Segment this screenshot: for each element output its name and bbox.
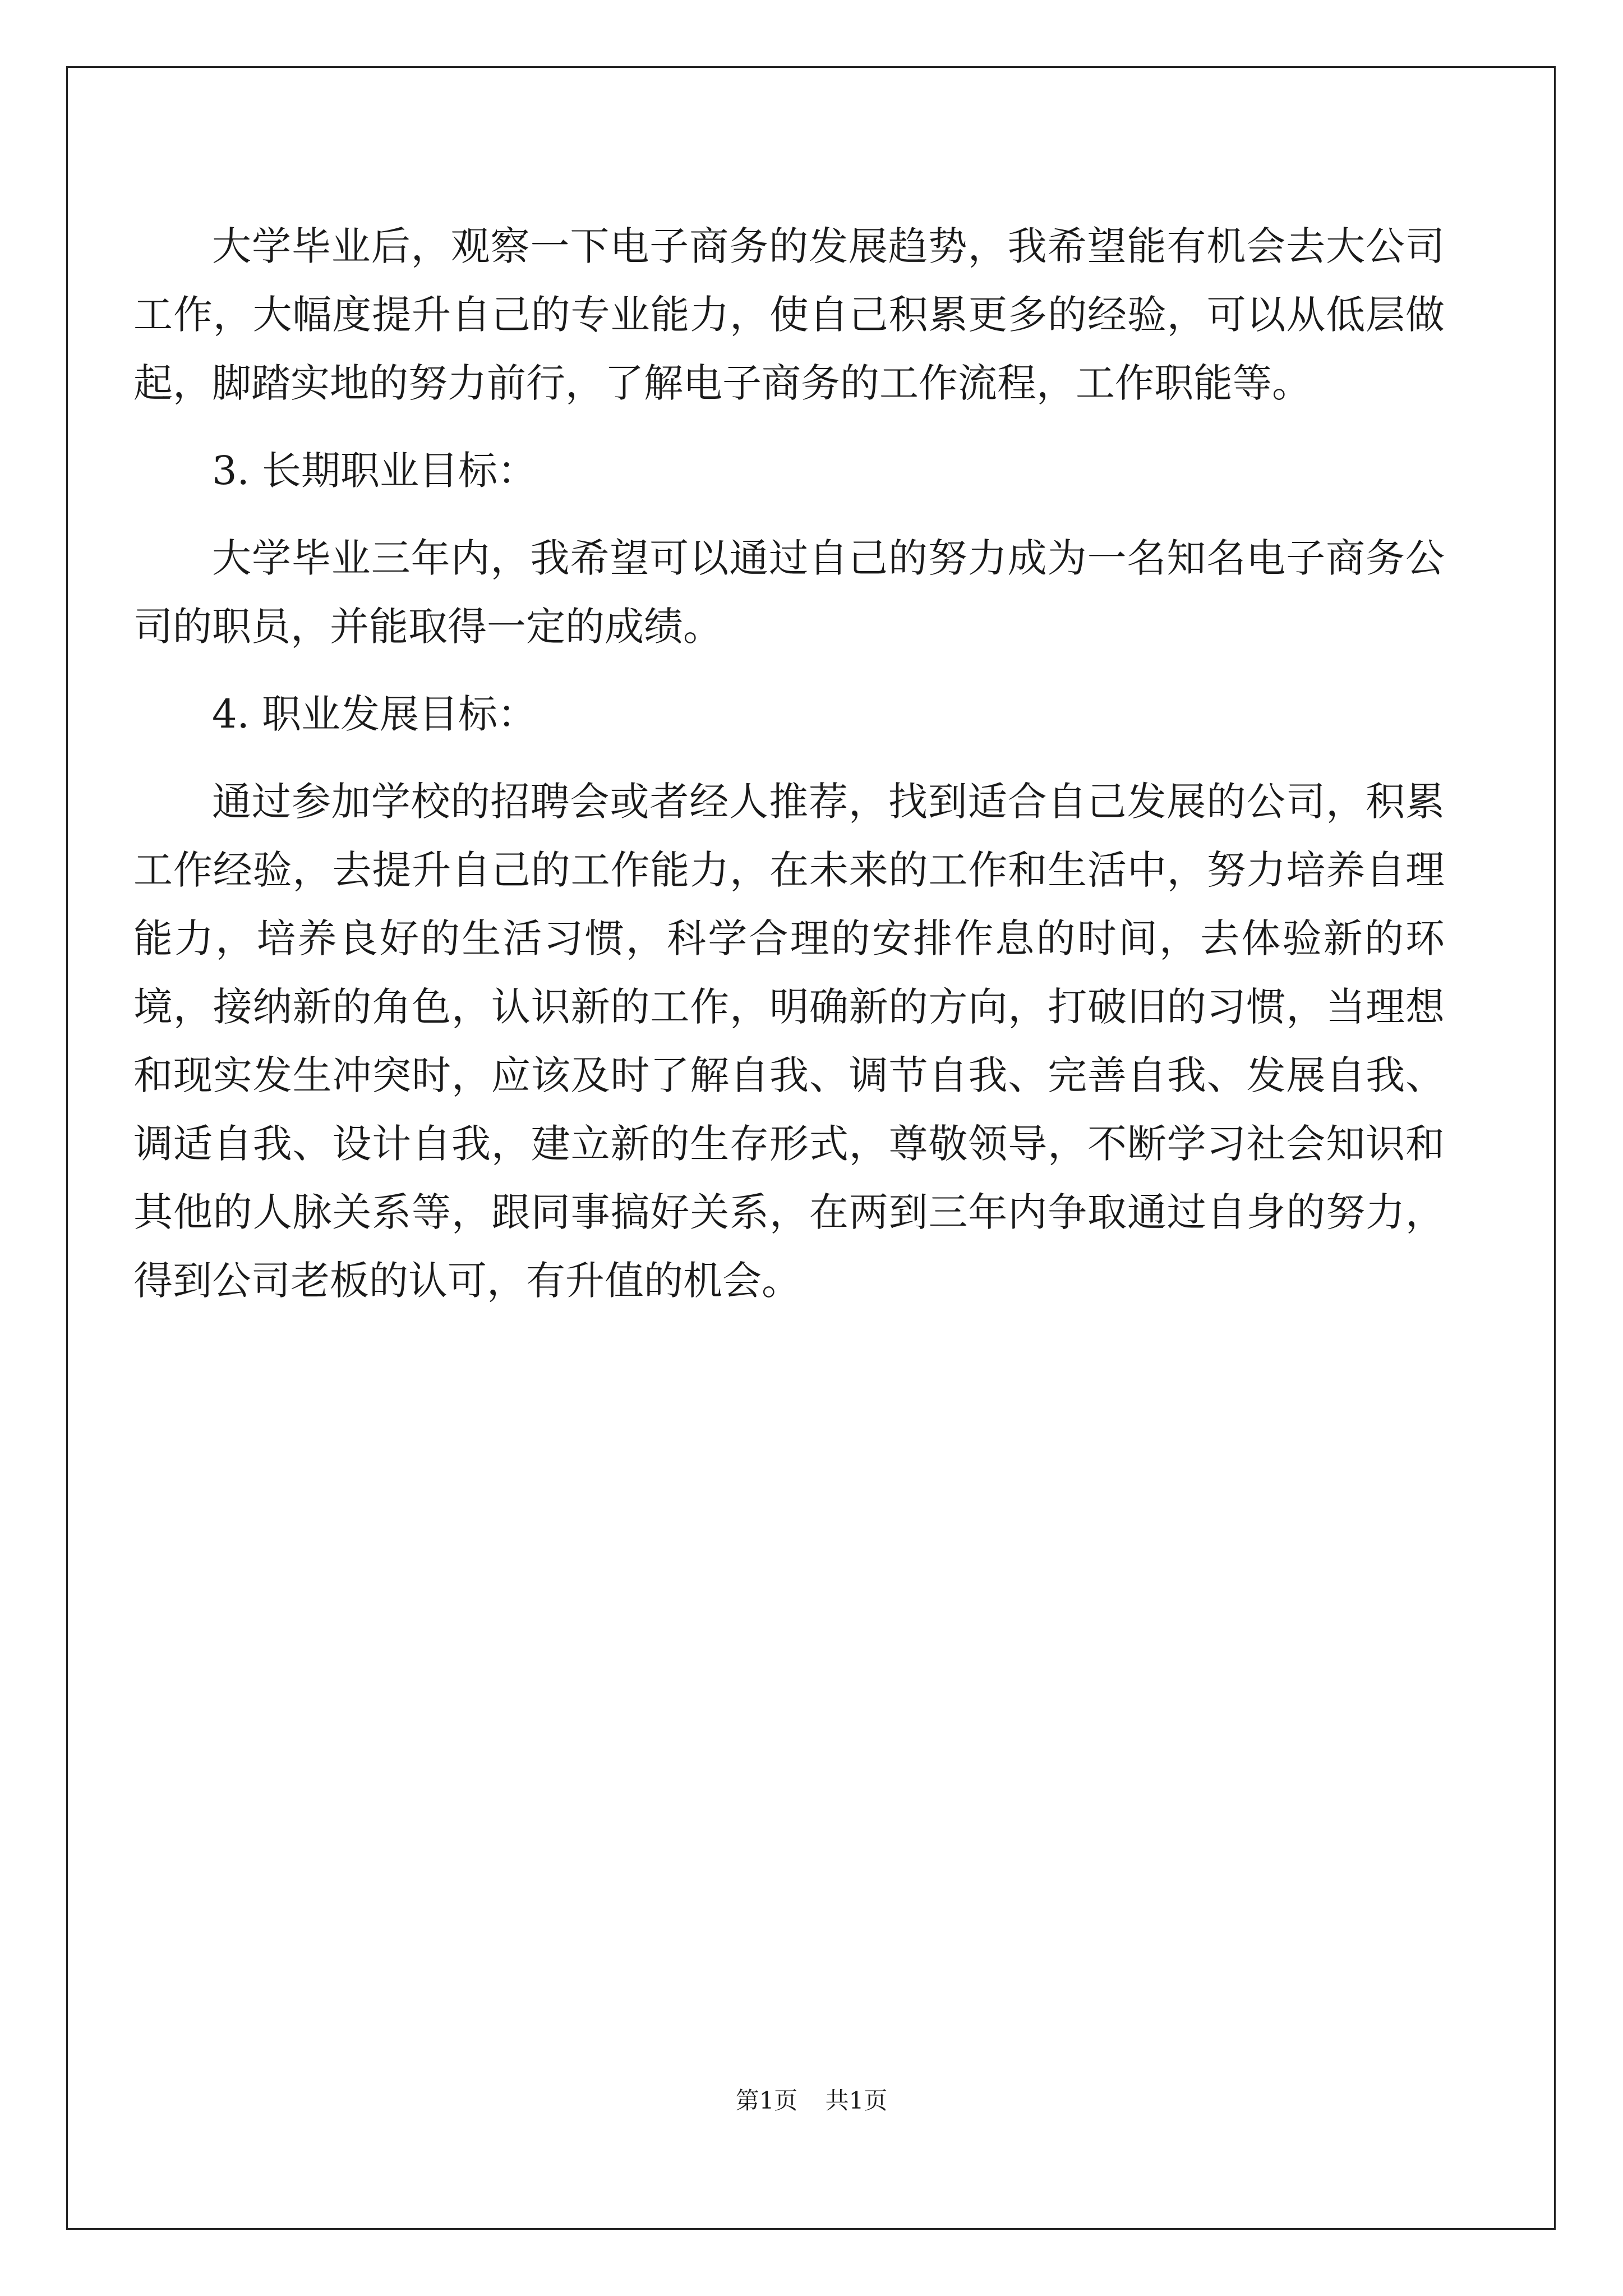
document-body xyxy=(133,212,1445,1334)
paragraph-career-start: 大学毕业后，观察一下电子商务的发展趋势，我希望能有机会去大公司工作，大幅度提升自己的专业能力，使自己积累更多的经验，可以从低层做起，脚踏实地的努力前行，了解电子商务的工作流程，工作职能等。 xyxy=(133,223,1445,406)
page-total: 共1页 xyxy=(825,2087,888,2114)
paragraph-long-term-goal: 大学毕业三年内，我希望可以通过自己的努力成为一名知名电子商务公司的职员，并能取得一定的成绩。 xyxy=(133,535,1445,650)
page-number: 第1页 xyxy=(735,2087,798,2114)
heading-long-term-goal: 3. 长期职业目标： xyxy=(212,448,537,494)
page-footer xyxy=(0,2082,1623,2116)
paragraph-development-goal: 通过参加学校的招聘会或者经人推荐，找到适合自己发展的公司，积累工作经验，去提升自己的工作能力，在未来的工作和生活中，努力培养自理能力，培养良好的生活习惯，科学合理的安排作息的时间，去体验新的环境，接纳新的角色，认识新的工作，明确新的方向，打破旧的习惯，当理想和现实发生冲突时，应该及时了解自我、调节自我、完善自我、发展自我、调适自我、设计自我，建立新的生存形式，尊敬领导，不断学习社会知识和其他的人脉关系等，跟同事搞好关系，在两到三年内争取通过自身的努力，得到公司老板的认可，有升值的机会。 xyxy=(133,779,1445,1304)
heading-development-goal: 4. 职业发展目标： xyxy=(212,691,537,737)
